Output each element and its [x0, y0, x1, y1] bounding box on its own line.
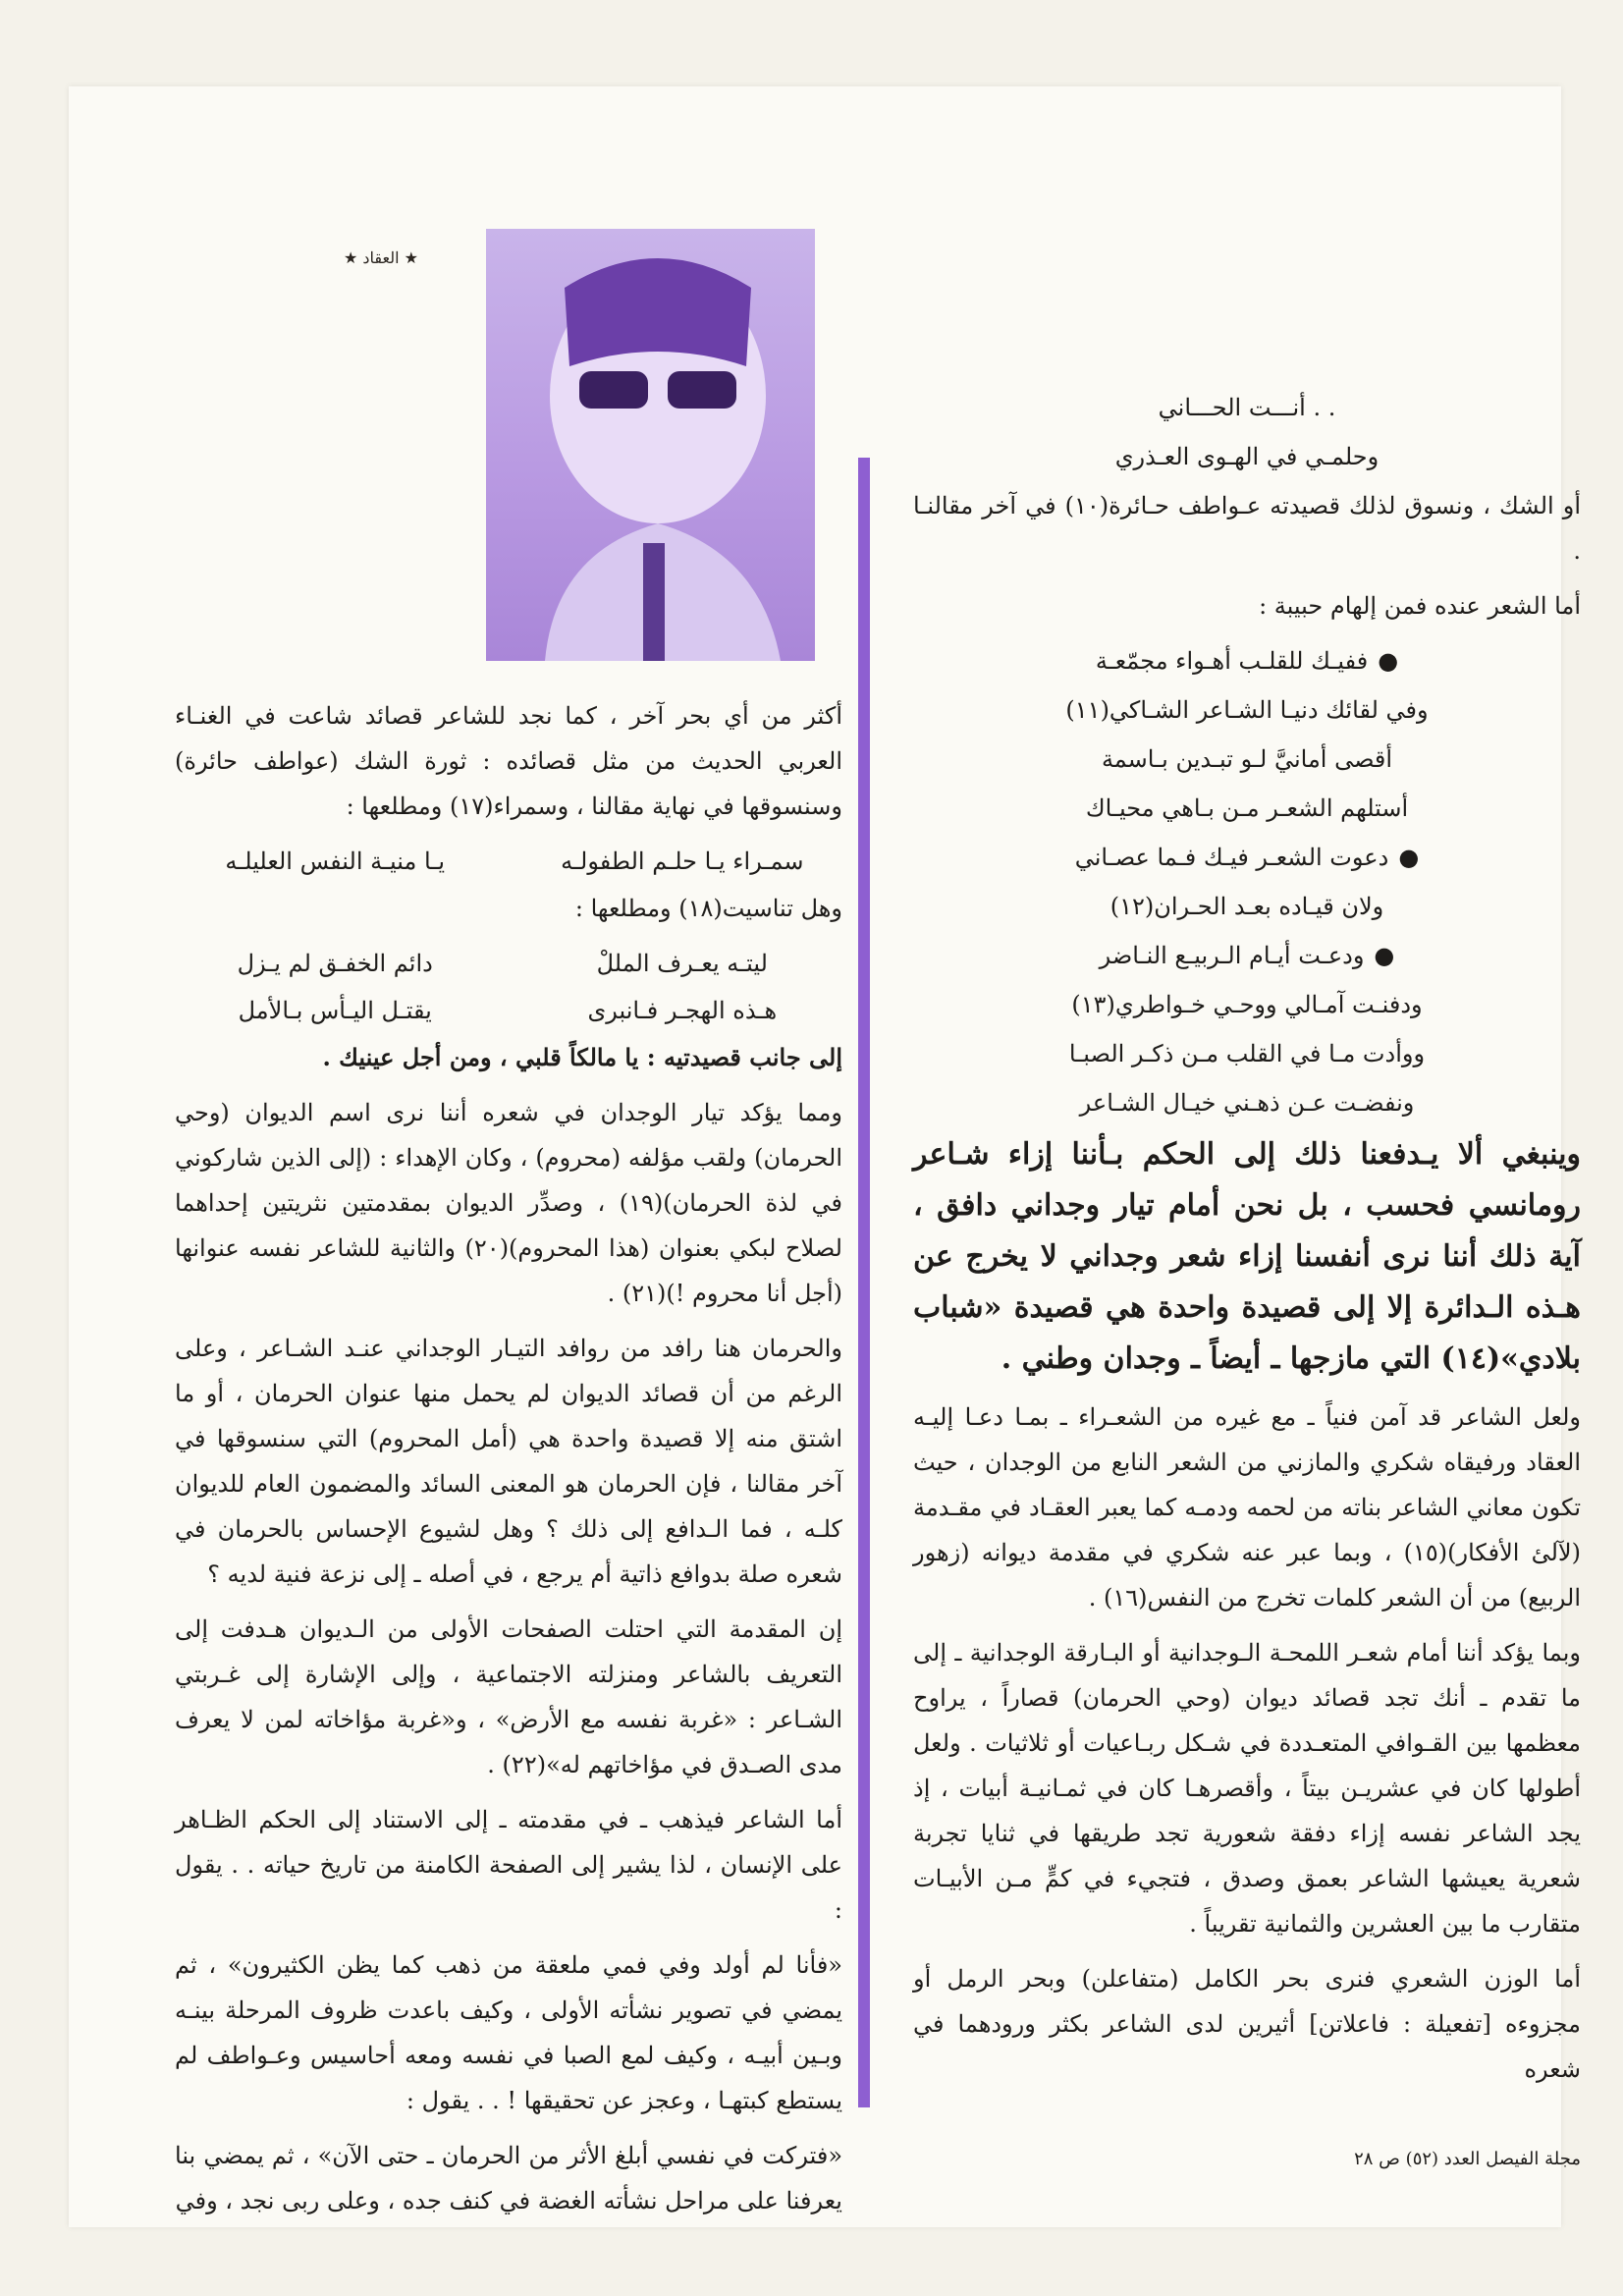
- verse-row: [175, 988, 842, 1033]
- verse-half: يقتـل اليـأس بـالأمل: [238, 997, 432, 1024]
- verse-line: وحلمـي في الهـوى العـذري: [1114, 443, 1380, 470]
- verse-line: ودفنـت آمـالي ووحـي خـواطري(١٣): [1071, 991, 1423, 1018]
- verse-line: ووأدت مـا في القلب مـن ذكـر الصبـا: [1068, 1040, 1426, 1067]
- verse-line: . . أنـــت الحـــاني: [1158, 394, 1336, 421]
- paragraph: «فأنا لم أولد وفي فمي ملعقة من ذهب كما يظن الكثيرون» ، ثم يمضي في تصوير نشأته الأولى ، وكيف باعدت ظروف المرحلة بينـه وبـين أبيـه ، وكيف لمع الصبا في نفسه ومعه أحاسيس وعـواطف لم يستطع كبتهـا ، وعجز عن تحقيقها ! . . يقول :: [175, 1951, 842, 2114]
- paragraph: وبما يؤكد أننا أمام شعـر اللمحـة الـوجدانية أو البـارقة الوجدانية ـ إلى ما تقدم ـ أنك تجد قصائد ديوان (وحي الحرمان) قصاراً ، يراوح معظمها بين القـوافي المتعـددة في شـكل ربـاعيات أو ثلاثيات . ولعل أطولها كان في عشريـن بيتاً ، وأقصرهـا كان في ثمـانيـة أبيات ، إذ يجد الشاعر نفسه إزاء دفقة شعورية تجد طريقها في ثنايا تجربة شعرية يعيشها الشاعر بعمق وصدق ، فتجيء في كمٍّ مـن الأبيـات متقارب ما بين العشرين والثمانية تقريباً .: [913, 1639, 1581, 1938]
- paragraph: والحرمان هنا رافد من روافد التيـار الوجداني عنـد الشـاعر ، وعلى الرغم من أن قصائد الديوان لم يحمل منها عنوان الحرمان ، أو ما اشتق منه إلا قصيدة واحدة هي (أمل المحروم) التي سنسوقها في آخر مقالنا ، فإن الحرمان هو المعنى السائد والمضمون العام للديوان كلـه ، فما الـدافع إلى ذلك ؟ وهل لشيوع الإحساس بالحرمان في شعره صلة بدوافع ذاتية أم يرجع ، في أصله ـ إلى نزعة فنية لديه ؟: [175, 1335, 842, 1588]
- verse-row: [175, 941, 842, 986]
- paragraph: أما الشاعر فيذهب ـ في مقدمته ـ إلى الاستناد إلى الحكم الظـاهر على الإنسان ، لذا يشير إلى الصفحة الكامنة من تاريخ حياته . . يقول :: [175, 1806, 842, 1924]
- page-footer: مجلة الفيصل العدد (٥٢) ص ٢٨: [1354, 2149, 1581, 2169]
- right-column: [913, 381, 1581, 2102]
- portrait-illustration: [486, 229, 815, 661]
- verse-half: هـذه الهجـر فـانبرى: [587, 997, 778, 1024]
- verse-line: ولان قيـاده بعـد الحـران(١٢): [1109, 893, 1384, 920]
- paragraph: إن المقدمة التي احتلت الصفحات الأولى من الـديوان هـدفت إلى التعريف بالشاعر ومنزلته الاجتماعية ، وإلى الإشارة إلى غـربتي الشـاعر : «غربة نفسه مع الأرض» ، و«غربة مؤاخاته لمن لا يعرف مدى الصـدق في مؤاخاتهم له»(٢٢) .: [175, 1615, 842, 1778]
- verse-line: ونفضـت عـن ذهـني خيـال الشـاعر: [1079, 1089, 1415, 1117]
- paragraph: إلى جانب قصيدتيه : يا مالكاً قلبي ، ومن أجل عينيك .: [322, 1043, 842, 1071]
- paragraph: ولعل الشاعر قد آمن فنياً ـ مع غيره من الشعـراء ـ بمـا دعـا إليـه العقاد ورفيقاه شكري والمازني من الشعر النابع من الوجدان ، حيث تكون معاني الشاعر بناته من لحمه ودمـه كما يعبر العقـاد في مقـدمة (لآلئ الأفكار)(١٥) ، وبما عبر عنه شكري في مقدمة ديوانه (زهور الربيع) من أن الشعر كلمات تخرج من النفس(١٦) .: [913, 1403, 1581, 1612]
- paragraph: أو الشك ، ونسوق لذلك قصيدته عـواطف حـائرة(١٠) في آخر مقالنـا .: [913, 492, 1581, 565]
- verse-half: سمـراء يـا حلـم الطفولـه: [561, 847, 804, 875]
- verse-half: دائم الخفـق لم يـزل: [237, 950, 433, 977]
- verse-line: ● ودعـت أيـام الـربيـع النـاضر: [913, 933, 1581, 978]
- paragraph: أكثر من أي بحر آخر ، كما نجد للشاعر قصائد شاعت في الغنـاء العربي الحديث من مثل قصائده : ثورة الشك (عواطف حائرة) وسنسوقها في نهاية مقالنا ، وسمراء(١٧) ومطلعها :: [175, 702, 842, 820]
- verse-line: ● دعوت الشعـر فيـك فـما عصـاني: [913, 835, 1581, 880]
- verse-line: أقصى أمانيَّ لـو تبـدين بـاسمة: [1101, 745, 1393, 773]
- verse-half: ليتـه يعـرف المللْ: [596, 950, 768, 977]
- portrait-photo: [486, 229, 815, 661]
- paragraph: أما الشعر عنده فمن إلهام حبيبة :: [1259, 592, 1581, 620]
- verse-row: [175, 839, 842, 884]
- left-column: [175, 693, 842, 2233]
- paragraph: أما الوزن الشعري فنرى بحر الكامل (متفاعلن) وبحر الرمل أو مجزوءه [تفعيلة : فاعلاتن] أثيرين لدى الشاعر بكثر ورودهما في شعره: [913, 1965, 1581, 2083]
- paragraph: «فتركت في نفسي أبلغ الأثر من الحرمان ـ حتى الآن» ، ثم يمضي بنا يعرفنا على مراحل نشأته الغضة في كنف جده ، وعلى ربى نجد ، وفي: [175, 2142, 842, 2214]
- paragraph: وهل تناسيت(١٨) ومطلعها :: [574, 895, 842, 922]
- column-divider: [858, 458, 870, 2107]
- magazine-page: [69, 86, 1581, 2227]
- photo-caption: ★ العقاد ★: [344, 248, 418, 267]
- verse-line: ● ففيـك للقلـب أهـواء مجمّعـة: [913, 638, 1581, 683]
- verse-line: وفي لقائك دنيـا الشـاعر الشـاكي(١١): [1065, 696, 1429, 724]
- paragraph: ومما يؤكد تيار الوجدان في شعره أننا نرى اسم الديوان (وحي الحرمان) ولقب مؤلفه (محروم) ، وكان الإهداء : (إلى الذين شاركوني في لذة الحرمان)(١٩) ، وصدِّر الديوان بمقدمتين نثريتين إحداهما لصلاح لبكي بعنوان (هذا المحروم)(٢٠) والثانية للشاعر نفسه عنوانها (أجل أنا محروم !)(٢١) .: [175, 1099, 842, 1307]
- emphasized-paragraph: وينبغي ألا يـدفعنا ذلك إلى الحكم بـأننا إزاء شـاعر رومانسي فحسب ، بل نحن أمام تيار وجداني دافق ، آية ذلك أننا نرى أنفسنا إزاء شعر وجداني لا يخرج عن هـذه الـدائرة إلا إلى قصيدة واحدة هي قصيدة «شباب بلادي»(١٤) التي مازجها ـ أيضاً ـ وجدان وطني .: [913, 1137, 1581, 1376]
- verse-half: يـا منيـة النفس العليلـه: [225, 847, 446, 875]
- verse-line: أستلهم الشعـر مـن بـاهي محيـاك: [1085, 794, 1409, 822]
